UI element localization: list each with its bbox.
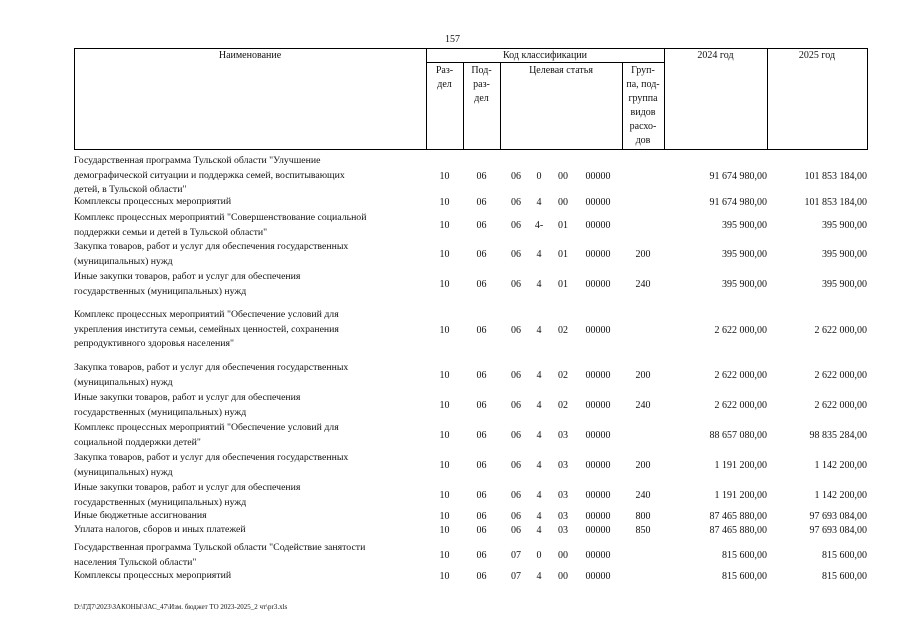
cell-amount-2024: 88 657 080,00 <box>709 430 767 441</box>
cell-razdel: 10 <box>439 570 450 582</box>
row-name-line: демографической ситуации и поддержка семей, воспитывающих <box>74 169 345 181</box>
row-name-line: репродуктивного здоровья населения" <box>74 338 234 349</box>
cell-subprogram: 4 <box>536 460 542 471</box>
cell-razdel: 10 <box>439 490 450 501</box>
cell-event: 03 <box>558 430 568 441</box>
row-name-line: Комплексы процессных мероприятий <box>74 196 232 207</box>
row-name-line: Закупка товаров, работ и услуг для обеспечения государственных <box>74 362 349 373</box>
row-name <box>74 509 414 524</box>
cell-podrazdel: 06 <box>476 460 487 471</box>
table-row <box>74 391 868 420</box>
cell-amount-2025: 101 853 184,00 <box>804 170 867 182</box>
cell-expense-type <box>622 308 664 352</box>
cell-razdel: 10 <box>439 220 450 231</box>
cell-expense-type <box>622 541 664 570</box>
cell-program: 06 <box>511 370 521 381</box>
row-name-line: государственных (муниципальных) нужд <box>74 496 247 508</box>
cell-subprogram: 4 <box>536 324 542 336</box>
cell-program: 06 <box>511 197 521 208</box>
cell-subprogram: 4 <box>536 400 542 411</box>
table-row <box>74 523 868 537</box>
cell-direction: 00000 <box>585 220 611 231</box>
cell-amount-2024: 1 191 200,00 <box>714 460 767 471</box>
row-name <box>74 240 414 269</box>
cell-event: 01 <box>558 279 568 290</box>
cell-expense-type <box>622 195 664 210</box>
cell-event: 03 <box>558 460 568 471</box>
cell-direction: 00000 <box>585 510 611 522</box>
cell-subprogram: 4 <box>536 279 542 290</box>
cell-event: 00 <box>558 170 568 182</box>
table-row <box>74 421 868 450</box>
row-name <box>74 523 414 538</box>
cell-program: 06 <box>511 324 521 336</box>
cell-expense-type <box>622 421 664 450</box>
row-name-line: (муниципальных) нужд <box>74 255 173 267</box>
row-name <box>74 154 414 198</box>
cell-razdel: 10 <box>439 249 450 260</box>
cell-amount-2024: 87 465 880,00 <box>709 524 767 536</box>
cell-podrazdel: 06 <box>476 524 487 536</box>
row-name <box>74 421 414 450</box>
cell-razdel: 10 <box>439 430 450 441</box>
cell-event: 03 <box>558 510 568 522</box>
row-name-line: Закупка товаров, работ и услуг для обеспечения государственных <box>74 241 349 252</box>
row-name <box>74 361 414 390</box>
cell-razdel: 10 <box>439 197 450 208</box>
cell-amount-2024: 395 900,00 <box>722 249 767 260</box>
row-name-line: Иные бюджетные ассигнования <box>74 510 207 521</box>
table-row <box>74 308 868 352</box>
cell-podrazdel: 06 <box>476 570 487 582</box>
footer-file-path: D:\ГД7\2023\ЗАКОНЫ\ЗАС_47\Изм. бюджет ТО 2023-2025_2 чт\pr3.xls <box>74 603 288 611</box>
cell-amount-2024: 815 600,00 <box>722 550 767 561</box>
table-row <box>74 541 868 570</box>
cell-amount-2024: 91 674 980,00 <box>709 197 767 208</box>
page-number: 157 <box>445 34 460 45</box>
cell-subprogram: 4 <box>536 249 542 260</box>
cell-podrazdel: 06 <box>476 510 487 522</box>
cell-subprogram: 4 <box>536 370 542 381</box>
cell-amount-2025: 97 693 084,00 <box>809 524 867 536</box>
cell-podrazdel: 06 <box>476 279 487 290</box>
row-name <box>74 211 414 240</box>
header-gruppa: Груп- па, под- группа видов расхо- дов <box>626 65 660 146</box>
cell-razdel: 10 <box>439 460 450 471</box>
cell-amount-2024: 2 622 000,00 <box>714 400 767 411</box>
row-name-line: Иные закупки товаров, работ и услуг для обеспечения <box>74 392 301 403</box>
cell-program: 07 <box>511 550 521 561</box>
cell-podrazdel: 06 <box>476 490 487 501</box>
table-row <box>74 481 868 510</box>
row-name-line: Государственная программа Тульской области "Содействие занятости <box>74 542 366 553</box>
cell-direction: 00000 <box>585 197 611 208</box>
cell-program: 06 <box>511 510 521 522</box>
cell-direction: 00000 <box>585 524 611 536</box>
row-name-line: государственных (муниципальных) нужд <box>74 406 247 418</box>
table-row <box>74 509 868 523</box>
cell-event: 01 <box>558 220 568 231</box>
row-name <box>74 451 414 480</box>
cell-amount-2024: 91 674 980,00 <box>709 170 767 182</box>
row-name <box>74 308 414 352</box>
cell-amount-2024: 2 622 000,00 <box>714 370 767 381</box>
cell-expense-type: 800 <box>635 510 651 522</box>
cell-expense-type: 240 <box>635 279 651 290</box>
cell-amount-2025: 395 900,00 <box>822 220 867 231</box>
cell-subprogram: 4 <box>536 524 542 536</box>
cell-razdel: 10 <box>439 370 450 381</box>
cell-amount-2025: 2 622 000,00 <box>814 370 867 381</box>
row-name <box>74 481 414 510</box>
cell-direction: 00000 <box>585 249 611 260</box>
row-name-line: (муниципальных) нужд <box>74 466 173 478</box>
cell-podrazdel: 06 <box>476 550 487 561</box>
row-name-line: государственных (муниципальных) нужд <box>74 285 247 297</box>
row-name <box>74 270 414 299</box>
cell-direction: 00000 <box>585 490 611 501</box>
cell-subprogram: 4 <box>536 430 542 441</box>
cell-expense-type: 240 <box>635 400 651 411</box>
cell-subprogram: 4- <box>534 220 544 231</box>
cell-program: 06 <box>511 249 521 260</box>
cell-razdel: 10 <box>439 510 450 522</box>
cell-direction: 00000 <box>585 370 611 381</box>
cell-amount-2024: 395 900,00 <box>722 220 767 231</box>
cell-program: 06 <box>511 524 521 536</box>
cell-expense-type: 850 <box>635 524 651 536</box>
cell-amount-2024: 815 600,00 <box>722 570 767 582</box>
cell-amount-2024: 395 900,00 <box>722 279 767 290</box>
header-podrazdel: Под- раз- дел <box>471 65 492 104</box>
cell-program: 06 <box>511 279 521 290</box>
row-name-line: населения Тульской области" <box>74 556 197 568</box>
row-name-line: социальной поддержки детей" <box>74 436 201 448</box>
cell-program: 06 <box>511 400 521 411</box>
cell-direction: 00000 <box>585 324 611 336</box>
header-name: Наименование <box>218 50 282 61</box>
cell-program: 06 <box>511 220 521 231</box>
cell-amount-2025: 815 600,00 <box>822 570 867 582</box>
cell-amount-2025: 101 853 184,00 <box>804 197 867 208</box>
cell-subprogram: 0 <box>536 550 542 561</box>
table-row <box>74 211 868 240</box>
row-name-line: поддержки семьи и детей в Тульской области" <box>74 226 268 238</box>
table-row <box>74 270 868 299</box>
header-classification: Код классификации <box>502 50 588 61</box>
cell-podrazdel: 06 <box>476 430 487 441</box>
cell-program: 06 <box>511 460 521 471</box>
table-row <box>74 195 868 210</box>
table-row <box>74 569 868 583</box>
cell-event: 03 <box>558 490 568 501</box>
row-name-line: детей, в Тульской области" <box>74 184 187 195</box>
cell-razdel: 10 <box>439 524 450 536</box>
cell-amount-2025: 1 142 200,00 <box>814 460 867 471</box>
cell-subprogram: 4 <box>536 510 542 522</box>
cell-razdel: 10 <box>439 400 450 411</box>
cell-subprogram: 4 <box>536 197 542 208</box>
cell-program: 06 <box>511 490 521 501</box>
cell-amount-2025: 2 622 000,00 <box>814 400 867 411</box>
table-row <box>74 451 868 480</box>
row-name-line: Комплексы процессных мероприятий <box>74 570 232 581</box>
cell-amount-2025: 98 835 284,00 <box>809 430 867 441</box>
row-name-line: Иные закупки товаров, работ и услуг для обеспечения <box>74 271 301 282</box>
row-name-line: Закупка товаров, работ и услуг для обеспечения государственных <box>74 452 349 463</box>
cell-amount-2025: 97 693 084,00 <box>809 510 867 522</box>
header-razdel: Раз- дел <box>435 65 454 90</box>
cell-subprogram: 4 <box>536 490 542 501</box>
cell-event: 02 <box>558 324 568 336</box>
table-row <box>74 240 868 269</box>
header-year-2025: 2025 год <box>798 50 836 61</box>
cell-podrazdel: 06 <box>476 249 487 260</box>
cell-razdel: 10 <box>439 170 450 182</box>
cell-direction: 00000 <box>585 170 611 182</box>
cell-expense-type: 200 <box>635 460 651 471</box>
cell-direction: 00000 <box>585 430 611 441</box>
cell-amount-2025: 815 600,00 <box>822 550 867 561</box>
cell-amount-2024: 1 191 200,00 <box>714 490 767 501</box>
cell-event: 02 <box>558 400 568 411</box>
cell-subprogram: 4 <box>536 570 542 582</box>
row-name <box>74 541 414 570</box>
cell-event: 02 <box>558 370 568 381</box>
cell-amount-2024: 2 622 000,00 <box>714 324 767 336</box>
row-name <box>74 569 414 584</box>
cell-event: 03 <box>558 524 568 536</box>
cell-razdel: 10 <box>439 279 450 290</box>
row-name-line: (муниципальных) нужд <box>74 376 173 388</box>
cell-event: 00 <box>558 197 568 208</box>
cell-direction: 00000 <box>585 460 611 471</box>
header-year-2024: 2024 год <box>697 50 734 61</box>
cell-podrazdel: 06 <box>476 170 487 182</box>
cell-podrazdel: 06 <box>476 400 487 411</box>
row-name-line: Уплата налогов, сборов и иных платежей <box>74 524 246 535</box>
cell-program: 06 <box>511 170 521 182</box>
row-name-line: Иные закупки товаров, работ и услуг для обеспечения <box>74 482 301 493</box>
cell-expense-type: 200 <box>635 249 651 260</box>
cell-expense-type: 240 <box>635 490 651 501</box>
table-row <box>74 361 868 390</box>
cell-podrazdel: 06 <box>476 197 487 208</box>
cell-program: 07 <box>511 570 521 582</box>
cell-event: 01 <box>558 249 568 260</box>
cell-amount-2025: 395 900,00 <box>822 249 867 260</box>
cell-subprogram: 0 <box>536 170 542 182</box>
row-name-line: Комплекс процессных мероприятий "Совершенствование социальной <box>74 212 367 223</box>
cell-amount-2025: 1 142 200,00 <box>814 490 867 501</box>
cell-direction: 00000 <box>585 279 611 290</box>
cell-event: 00 <box>558 550 568 561</box>
table-header <box>74 48 868 150</box>
cell-program: 06 <box>511 430 521 441</box>
row-name-line: укрепления института семьи, семейных ценностей, сохранения <box>74 323 339 335</box>
cell-direction: 00000 <box>585 400 611 411</box>
cell-expense-type <box>622 211 664 240</box>
cell-razdel: 10 <box>439 324 450 336</box>
row-name <box>74 195 414 210</box>
cell-expense-type: 200 <box>635 370 651 381</box>
row-name-line: Комплекс процессных мероприятий "Обеспечение условий для <box>74 309 339 320</box>
cell-podrazdel: 06 <box>476 370 487 381</box>
cell-podrazdel: 06 <box>476 324 487 336</box>
cell-expense-type <box>622 154 664 198</box>
row-name <box>74 391 414 420</box>
table-row <box>74 154 868 198</box>
cell-podrazdel: 06 <box>476 220 487 231</box>
cell-amount-2025: 395 900,00 <box>822 279 867 290</box>
cell-amount-2025: 2 622 000,00 <box>814 324 867 336</box>
cell-direction: 00000 <box>585 550 611 561</box>
cell-event: 00 <box>558 570 568 582</box>
cell-amount-2024: 87 465 880,00 <box>709 510 767 522</box>
cell-razdel: 10 <box>439 550 450 561</box>
header-celevaya-statya: Целевая статья <box>529 65 593 76</box>
cell-direction: 00000 <box>585 570 611 582</box>
cell-expense-type <box>622 569 664 583</box>
row-name-line: Комплекс процессных мероприятий "Обеспечение условий для <box>74 422 339 433</box>
row-name-line: Государственная программа Тульской области "Улучшение <box>74 155 321 166</box>
